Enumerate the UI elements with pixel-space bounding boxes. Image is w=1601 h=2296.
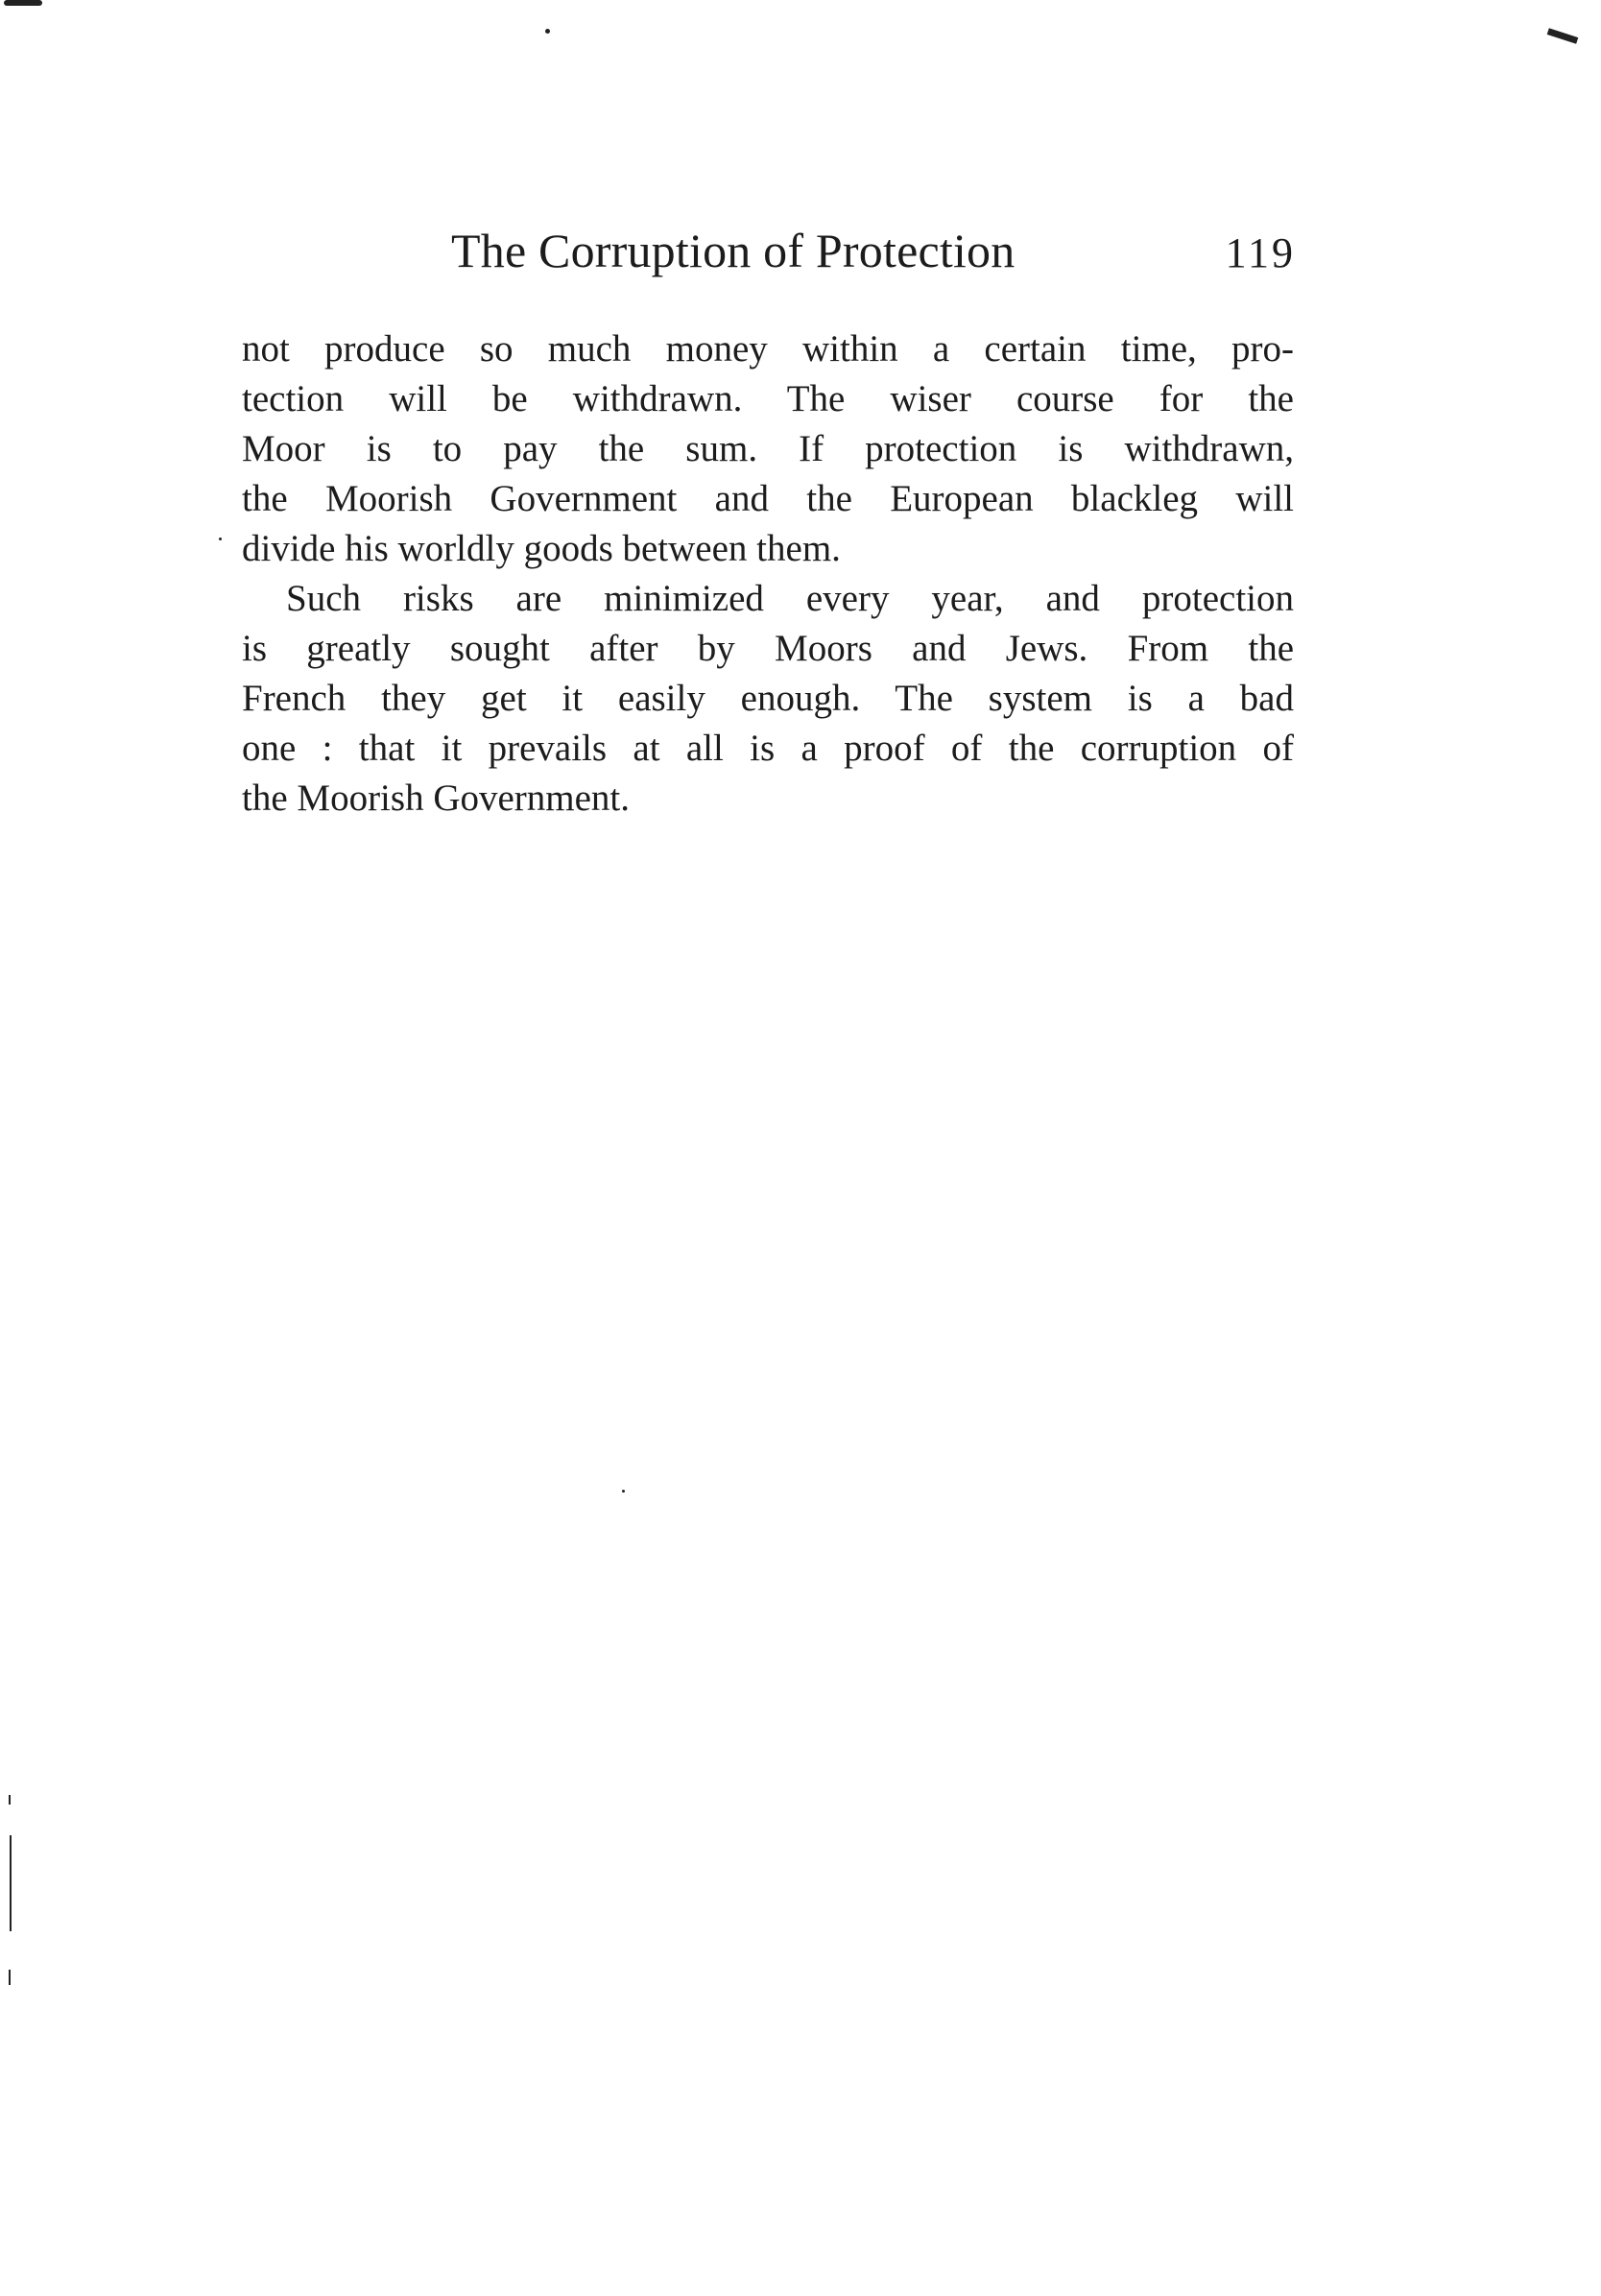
body-text	[242, 324, 1294, 824]
text-line: Moor is to pay the sum. If protection is withdrawn,	[242, 428, 1294, 469]
text-line: one : that it prevails at all is a proof of the corruption of	[242, 728, 1294, 769]
text-line: French they get it easily enough. The system is a bad	[242, 678, 1294, 719]
page-number: 119	[1225, 229, 1296, 276]
paragraph-2	[242, 574, 1294, 824]
text-line: Such risks are minimized every year, and protection	[286, 578, 1294, 619]
scan-dot-margin	[219, 538, 222, 540]
scan-dot-middle	[622, 1490, 625, 1493]
running-title: The Corruption of Protection	[451, 224, 1016, 277]
text-line: not produce so much money within a certain time, pro-	[242, 328, 1294, 370]
running-head	[451, 223, 1296, 290]
scan-line-left-2	[10, 1835, 12, 1931]
paragraph-1	[242, 324, 1294, 574]
scan-line-left-3	[9, 1970, 11, 1985]
text-line: tection will be withdrawn. The wiser course for the	[242, 378, 1294, 419]
text-line: divide his worldly goods between them.	[242, 528, 841, 569]
text-line: the Moorish Government.	[242, 777, 631, 819]
scan-dot-top	[545, 29, 550, 34]
text-line: the Moorish Government and the European blackleg will	[242, 478, 1294, 519]
scan-mark-top-left	[4, 0, 42, 6]
scan-line-left-1	[9, 1795, 11, 1805]
text-line: is greatly sought after by Moors and Jews. From the	[242, 628, 1294, 669]
scan-mark-top-right	[1547, 28, 1579, 44]
